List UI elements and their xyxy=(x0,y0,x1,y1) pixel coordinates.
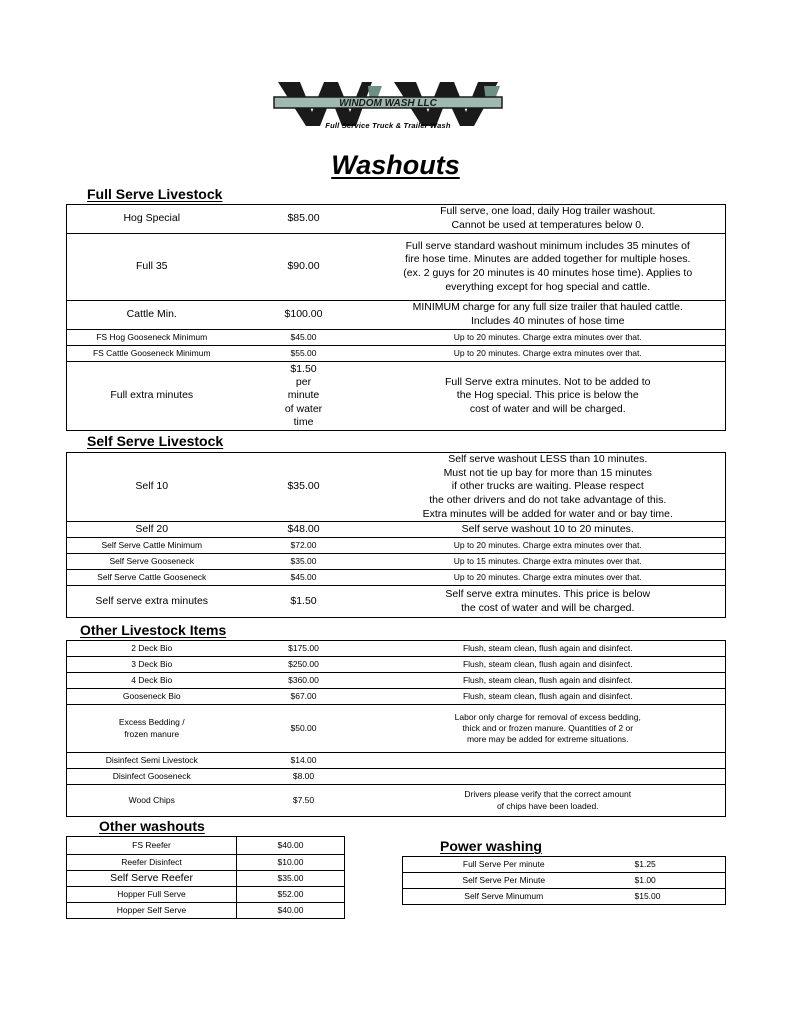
item-price: $10.00 xyxy=(237,855,345,871)
table-row xyxy=(67,554,726,570)
item-price: $48.00 xyxy=(237,522,371,538)
item-price: $40.00 xyxy=(237,837,345,855)
item-name: Hopper Self Serve xyxy=(67,903,237,919)
item-name: Self Serve Gooseneck xyxy=(67,554,237,570)
table-row xyxy=(403,857,726,873)
item-price: $35.00 xyxy=(237,871,345,887)
other-washouts-table xyxy=(66,836,345,919)
other-washouts-heading: Other washouts xyxy=(99,818,205,834)
item-price: $45.00 xyxy=(237,330,371,346)
item-desc: Self serve washout 10 to 20 minutes. xyxy=(371,522,726,538)
item-name: 2 Deck Bio xyxy=(67,641,237,657)
table-row xyxy=(67,689,726,705)
item-name: Cattle Min. xyxy=(67,301,237,330)
power-washing-table xyxy=(402,856,726,905)
item-price: $1.00 xyxy=(605,873,726,889)
item-name: Self Serve Minumum xyxy=(464,890,544,901)
item-name: Full Serve Per minute xyxy=(403,857,605,873)
item-name: Self 10 xyxy=(67,453,237,522)
item-price: $1.50 xyxy=(290,594,317,607)
item-price: $55.00 xyxy=(237,346,371,362)
table-row xyxy=(67,570,726,586)
item-desc: Full serve, one load, daily Hog trailer washout. Cannot be used at temperatures below 0. xyxy=(371,205,726,234)
item-name: Disinfect Semi Livestock xyxy=(67,753,237,769)
table-row xyxy=(67,871,345,887)
item-price: $1.50 per minute of water time xyxy=(284,363,323,428)
item-desc: Full Serve extra minutes. Not to be added to the Hog special. This price is below the cost of water and will be charged. xyxy=(445,375,651,415)
item-name: Excess Bedding / frozen manure xyxy=(67,705,237,753)
item-desc: Self serve washout LESS than 10 minutes. Must not tie up bay for more than 15 minutes if other trucks are waiting. Please respect the other drivers and do not take advantage of this. Extra minutes will be added for water and or bay time. xyxy=(371,453,726,522)
power-washing-heading: Power washing xyxy=(440,838,542,854)
table-row xyxy=(67,855,345,871)
self-serve-table xyxy=(66,452,726,618)
item-desc xyxy=(371,753,726,769)
item-name: Gooseneck Bio xyxy=(67,689,237,705)
item-name: Full extra minutes xyxy=(110,389,194,402)
other-livestock-heading: Other Livestock Items xyxy=(80,622,227,638)
item-price: $250.00 xyxy=(237,657,371,673)
table-row xyxy=(67,522,726,538)
item-name: Full 35 xyxy=(67,234,237,301)
table-row xyxy=(67,234,726,301)
table-row xyxy=(403,889,726,905)
item-price: $14.00 xyxy=(237,753,371,769)
item-desc: Flush, steam clean, flush again and disinfect. xyxy=(371,641,726,657)
item-name: Reefer Disinfect xyxy=(67,855,237,871)
table-row xyxy=(67,887,345,903)
item-name: Self Serve Cattle Gooseneck xyxy=(67,570,237,586)
item-name: Hog Special xyxy=(67,205,237,234)
self-serve-heading: Self Serve Livestock xyxy=(87,433,224,449)
table-row xyxy=(67,673,726,689)
table-row xyxy=(67,785,726,817)
item-desc: Up to 20 minutes. Charge extra minutes over that. xyxy=(371,570,726,586)
item-name: Self Serve Reefer xyxy=(67,871,237,887)
table-row xyxy=(67,301,726,330)
item-price: $1.25 xyxy=(605,857,726,873)
table-row xyxy=(67,362,726,431)
item-desc: MINIMUM charge for any full size trailer that hauled cattle. Includes 40 minutes of hose time xyxy=(371,301,726,330)
item-price: $100.00 xyxy=(237,301,371,330)
item-price: $15.00 xyxy=(634,890,661,901)
item-name: Self 20 xyxy=(67,522,237,538)
item-desc: Full serve standard washout minimum includes 35 minutes of fire hose time. Minutes are added together for multiple hoses. (ex. 2 guys for 20 minutes is 40 minutes hose time). Applies to everything except for hog special and cattle. xyxy=(371,234,726,301)
table-row xyxy=(67,330,726,346)
table-row xyxy=(67,769,726,785)
table-row xyxy=(67,205,726,234)
item-price: $67.00 xyxy=(237,689,371,705)
item-desc: Self serve extra minutes. This price is below the cost of water and will be charged. xyxy=(445,588,651,614)
table-row xyxy=(403,873,726,889)
item-name: Disinfect Gooseneck xyxy=(67,769,237,785)
item-name: Wood Chips xyxy=(128,794,175,805)
full-serve-table xyxy=(66,204,726,431)
table-row xyxy=(67,538,726,554)
table-row xyxy=(67,753,726,769)
item-name: Hopper Full Serve xyxy=(67,887,237,903)
item-name: FS Cattle Gooseneck Minimum xyxy=(67,346,237,362)
item-price: $8.00 xyxy=(237,769,371,785)
logo-text: WINDOM WASH LLC xyxy=(339,98,437,109)
item-price: $72.00 xyxy=(237,538,371,554)
other-livestock-table xyxy=(66,640,726,817)
logo-tagline: Full Service Truck & Trailer Wash xyxy=(325,121,451,130)
table-row xyxy=(67,705,726,753)
item-price: $52.00 xyxy=(237,887,345,903)
item-desc: Up to 20 minutes. Charge extra minutes over that. xyxy=(371,346,726,362)
item-price: $40.00 xyxy=(277,904,304,915)
item-price: $90.00 xyxy=(237,234,371,301)
table-row xyxy=(67,837,345,855)
item-desc: Labor only charge for removal of excess bedding, thick and or frozen manure. Quantities of 2 or more may be added for extreme situations. xyxy=(371,705,726,753)
item-name: 3 Deck Bio xyxy=(67,657,237,673)
table-row xyxy=(67,453,726,522)
table-row xyxy=(67,586,726,618)
item-desc: Flush, steam clean, flush again and disinfect. xyxy=(371,689,726,705)
item-desc: Drivers please verify that the correct amount of chips have been loaded. xyxy=(464,789,632,811)
item-desc: Up to 20 minutes. Charge extra minutes over that. xyxy=(371,330,726,346)
page-title: Washouts xyxy=(331,150,460,180)
item-name: Self Serve Per Minute xyxy=(403,873,605,889)
full-serve-heading: Full Serve Livestock xyxy=(87,186,223,202)
item-name: Self Serve Cattle Minimum xyxy=(67,538,237,554)
item-price: $7.50 xyxy=(292,794,315,805)
item-price: $175.00 xyxy=(237,641,371,657)
item-desc: Up to 20 minutes. Charge extra minutes over that. xyxy=(371,538,726,554)
item-price: $45.00 xyxy=(237,570,371,586)
item-price: $360.00 xyxy=(237,673,371,689)
item-desc: Flush, steam clean, flush again and disinfect. xyxy=(371,657,726,673)
table-row xyxy=(67,641,726,657)
table-row xyxy=(67,903,345,919)
item-desc xyxy=(371,769,726,785)
item-name: FS Reefer xyxy=(67,837,237,855)
item-name: 4 Deck Bio xyxy=(67,673,237,689)
item-price: $35.00 xyxy=(237,453,371,522)
item-desc: Up to 15 minutes. Charge extra minutes over that. xyxy=(371,554,726,570)
table-row xyxy=(67,657,726,673)
item-price: $35.00 xyxy=(237,554,371,570)
item-desc: Flush, steam clean, flush again and disinfect. xyxy=(371,673,726,689)
item-price: $50.00 xyxy=(237,705,371,753)
item-name: Self serve extra minutes xyxy=(95,594,209,607)
table-row xyxy=(67,346,726,362)
item-price: $85.00 xyxy=(237,205,371,234)
item-name: FS Hog Gooseneck Minimum xyxy=(67,330,237,346)
